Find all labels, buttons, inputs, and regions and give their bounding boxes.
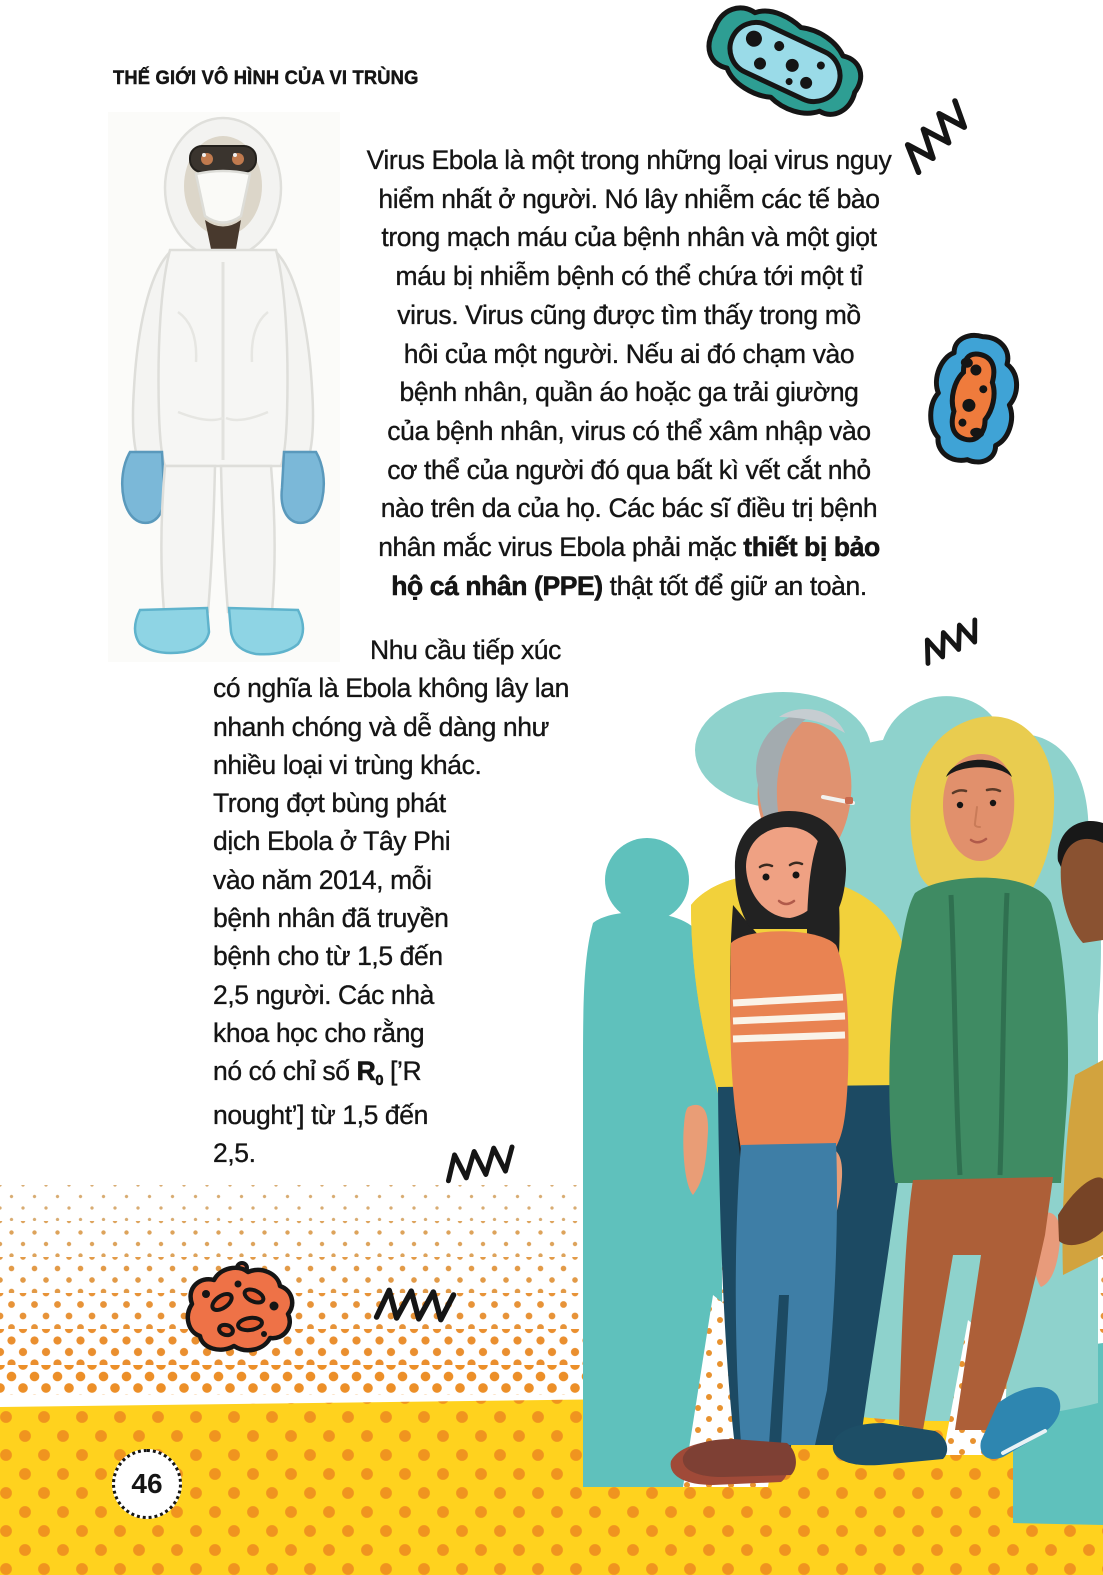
ppe-person-photo [108, 112, 340, 662]
paragraph-ebola-spread: Nhu cầu tiếp xúc có nghĩa là Ebola không lây lan nhanh chóng và dễ dàng như nhiều loại vi trùng khác. Trong đợt bùng phát dịch Ebola ở Tây Phi vào năm 2014, mỗi bệnh nhân đã truyền bệnh cho từ 1,5 đến 2,5 người. Các nhà khoa học cho rằng nó có chỉ số $R_0$ [’R nought’] từ 1,5 đến 2,5. [213, 635, 569, 1168]
girl-shoe [683, 1439, 796, 1477]
face-mask [196, 171, 250, 223]
hijab-woman-shoe [833, 1423, 947, 1465]
blue-glove-left [122, 452, 164, 523]
germ-teal-capsule-icon [690, 0, 880, 137]
germ-orange-blob-icon [170, 1262, 310, 1362]
squiggle-icon-above-dots [438, 1128, 523, 1198]
paragraph-ebola-intro: Virus Ebola là một trong những loại virus nguy hiểm nhất ở người. Nó lây nhiễm các tế bào trong mạch máu của bệnh nhân và một giọt máu bị nhiễm bệnh có thể chứa tới một tỉ virus. Virus cũng được tìm thấy trong mồ hôi của một người. Nếu ai đó chạm vào bệnh nhân, quần áo hoặc ga trải giường của bệnh nhân, virus có thể xâm nhập vào cơ thể của người đó qua bất kì vết cắt nhỏ nào trên da của họ. Các bác sĩ điều trị bệnh nhân mắc virus Ebola phải mặc thiết bị bảo hộ cá nhân (PPE) thật tốt để giữ an toàn. [366, 145, 892, 601]
page-number-badge [112, 1449, 182, 1519]
crowd-queue-illustration [583, 655, 1103, 1575]
page-number: 46 [131, 1468, 163, 1499]
squiggle-icon-top-right [888, 88, 983, 183]
shoe-cover-left [135, 608, 209, 653]
squiggle-icon-bottom-left [365, 1278, 465, 1333]
goggles [190, 146, 256, 172]
germ-blue-orange-icon [922, 328, 1027, 468]
page-header-title: THẾ GIỚI VÔ HÌNH CỦA VI TRÙNG [113, 67, 419, 89]
